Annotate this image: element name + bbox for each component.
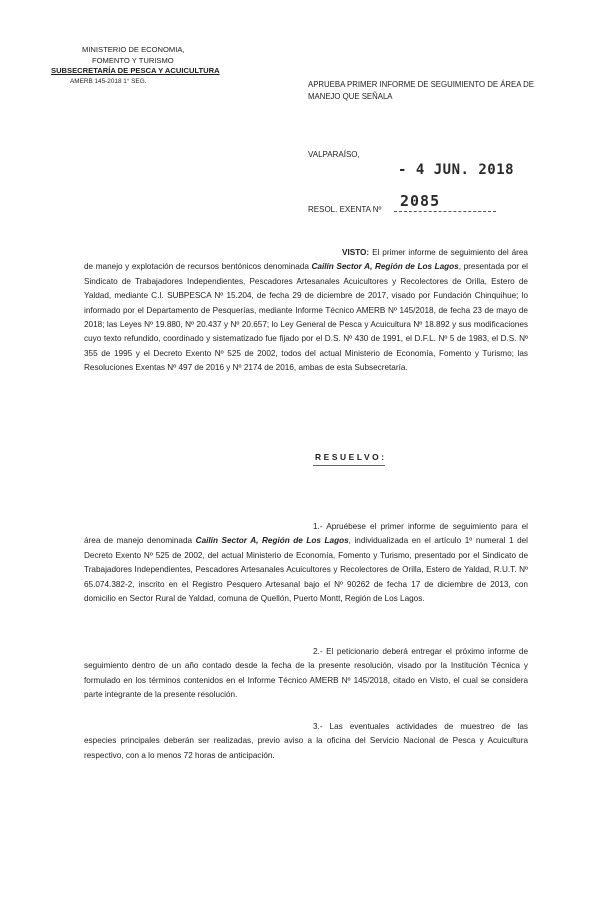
resuelvo-underline <box>313 465 385 466</box>
ministry-name-cont: FOMENTO Y TURISMO <box>92 55 174 65</box>
p1-text-before: 1.- Apruébese el primer informe de seguimiento para el área de manejo denominada <box>84 522 528 546</box>
visto-label: VISTO: <box>342 248 370 257</box>
visto-section <box>84 246 528 376</box>
resolution-paragraph-1 <box>84 520 528 606</box>
resolution-underline <box>394 211 496 212</box>
visto-area-name: Cailín Sector A, Región de Los Lagos <box>311 262 459 272</box>
resolution-subject: APRUEBA PRIMER INFORME DE SEGUIMIENTO DE ÁREA DE MANEJO QUE SEÑALA <box>308 80 535 101</box>
visto-text-after: , presentada por el Sindicato de Trabajadores Independientes, Pescadores Artesanales Acuicultores y Recolectores de Orilla, Estero de Yaldad, mediante C.I. SUBPESCA Nº 15.204, de fecha 29 de diciembre de 2017, visado por Fundación Chinquihue; lo informado por el Departamento de Pesquerías, mediante Informe Técnico AMERB Nº 145/2018, de fecha 23 de mayo de 2018; las Leyes Nº 19.880, Nº 20.437 y Nº 20.657; lo Ley General de Pesca y Acuicultura Nº 18.892 y sus modificaciones cuyo texto refundido, coordinado y sistematizado fue fijado por el D.S. Nº 430 de 1991, el D.F.L. Nº 5 de 1983, el D.S. Nº 355 de 1995 y el Decreto Exento Nº 525 de 2002, todos del actual Ministerio de Economía, Fomento y Turismo; las Resoluciones Exentas Nº 497 de 2016 y Nº 2174 de 2016, ambas de esta Subsecretaría. <box>84 262 528 373</box>
subsecretaria-name: SUBSECRETARÍA DE PESCA Y ACUICULTURA <box>51 66 220 75</box>
resuelvo-heading: RESUELVO: <box>315 452 387 462</box>
p1-text-after: , individualizada en el artículo 1º numeral 1 del Decreto Exento Nº 525 de 2002, del actual Ministerio de Economía, Fomento y Turismo, presentado por el Sindicato de Trabajadores Independientes, Pescadores Artesanales Acuicultores y Recolectores de Orilla, Estero de Yaldad, R.U.T. Nº 65.074.382-2, inscrito en el Registro Pesquero Artesanal bajo el Nº 90262 de fecha 17 de diciembre de 2013, con domicilio en Sector Rural de Yaldad, comuna de Quellón, Puerto Montt, Región de Los Lagos. <box>84 536 528 604</box>
letterhead <box>51 45 220 87</box>
place-label: VALPARAÍSO, <box>308 150 360 159</box>
resolution-number: 2085 <box>400 192 441 210</box>
visto-text-before: El primer informe de seguimiento del área de manejo y explotación de recursos bentónicos denominada <box>84 248 528 272</box>
date-stamp: - 4 JUN. 2018 <box>398 162 515 178</box>
resolution-paragraph-2: 2.- El peticionario deberá entregar el próximo informe de seguimiento dentro de un año contado desde la fecha de la presente resolución, visado por la Institución Técnica y formulado en los términos contenidos en el Informe Técnico AMERB Nº 145/2018, citado en Visto, el cual se considera parte integrante de la presente resolución. <box>84 647 528 700</box>
p1-area-name: Cailín Sector A, Región de Los Lagos <box>195 536 349 546</box>
resolution-label: RESOL. EXENTA Nº <box>308 205 382 214</box>
reference-code: AMERB 145-2018 1° SEG. <box>70 77 147 85</box>
resolution-paragraph-3: 3.- Las eventuales actividades de muestreo de las especies principales deberán ser realizadas, previo aviso a la oficina del Servicio Nacional de Pesca y Acuicultura respectivo, con a lo menos 72 horas de anticipación. <box>84 722 528 760</box>
ministry-name: MINISTERIO DE ECONOMIA, <box>82 45 185 54</box>
